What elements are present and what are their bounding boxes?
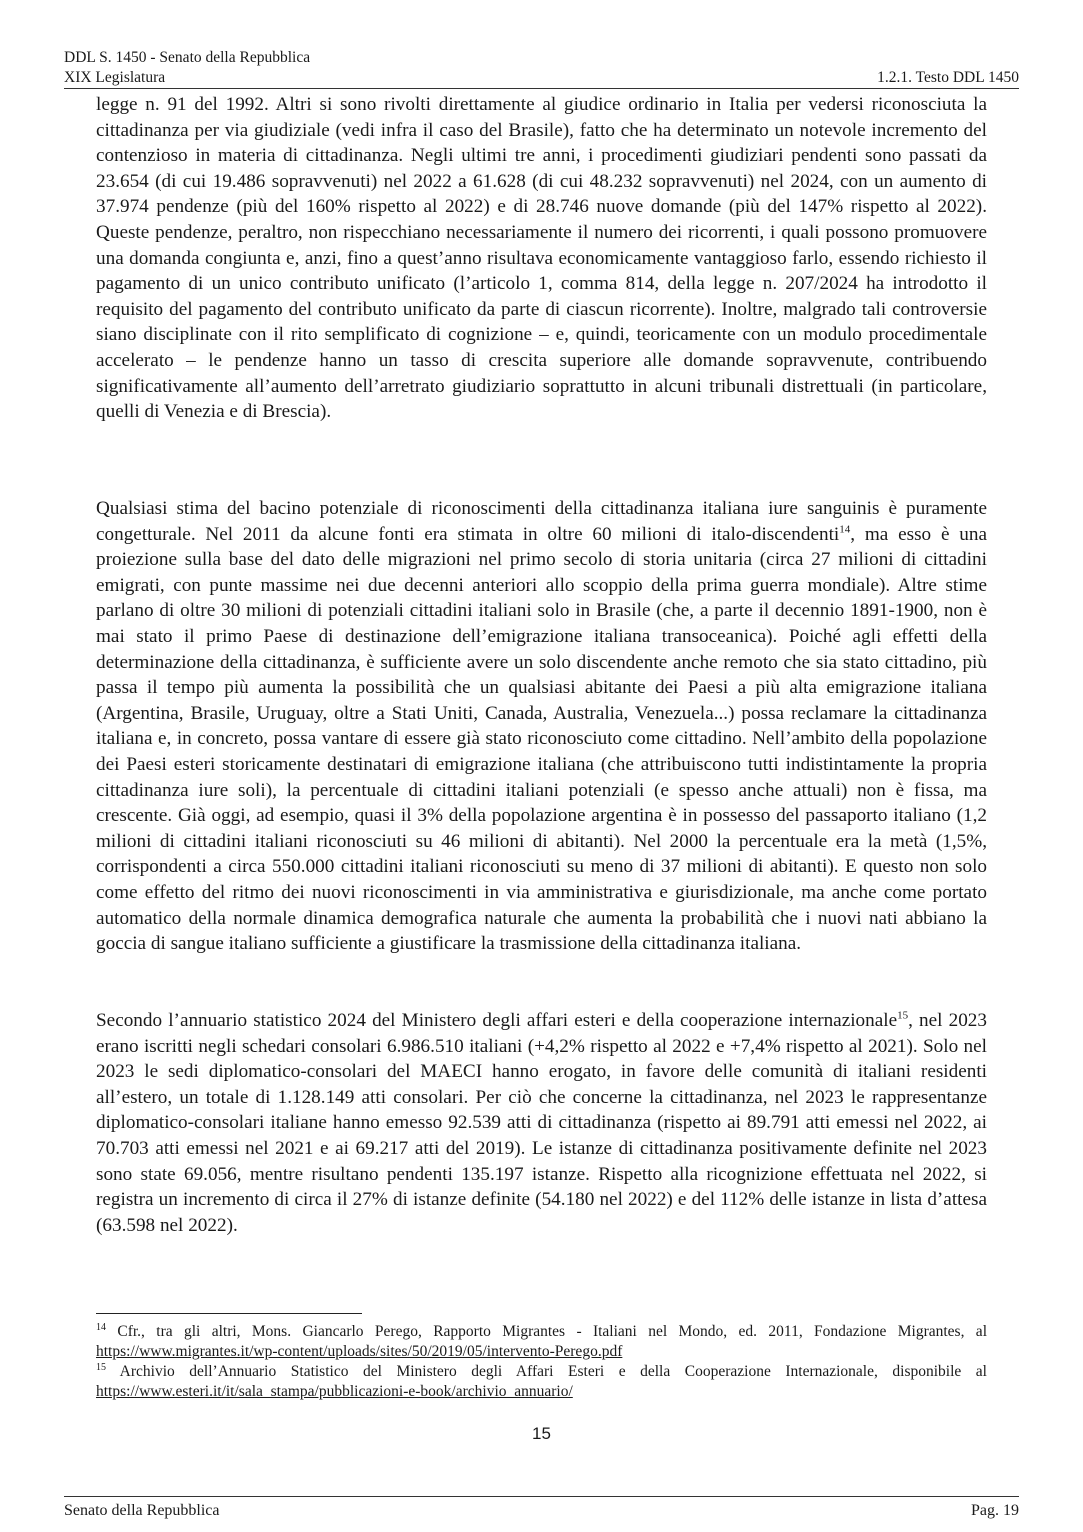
header-legislature: XIX Legislatura <box>64 69 166 86</box>
footnotes <box>96 1322 987 1402</box>
header-title <box>64 48 1019 67</box>
header-doc-title: DDL S. 1450 - Senato della Repubblica <box>64 49 311 66</box>
paragraph-2 <box>96 496 987 957</box>
footnote-14-number: 14 <box>96 1321 106 1333</box>
footer <box>64 1496 1019 1520</box>
header-section: 1.2.1. Testo DDL 1450 <box>877 69 1019 86</box>
paragraph-3-text-b: , nel 2023 erano iscritti negli schedari consolari 6.986.510 italiani (+4,2% rispetto al 2022 e +7,4% rispetto al 2021). Solo nel 2023 le sedi diplomatico-consolari del MAECI hanno erogato, in favore delle comunità di italiani residenti all’estero, un totale di 1.128.149 atti consolari. Per ciò che concerne la cittadinanza, nel 2023 le rappresentanze diplomatico-consolari italiane hanno emesso 92.539 atti di cittadinanza (rispetto ai 89.791 atti emessi nel 2022, ai 70.703 atti emessi nel 2021 e ai 69.217 atti del 2019). Le istanze di cittadinanza positivamente definite nel 2023 sono state 69.056, mentre risultano pendenti 135.197 istanze. Rispetto alla ricognizione effettuata nel 2022, si registra un incremento di circa il 27% di istanze definite (54.180 nel 2022) e del 112% delle istanze in lista d’attesa (63.598 nel 2022). <box>96 1010 987 1236</box>
paragraph-1-text: legge n. 91 del 1992. Altri si sono rivolti direttamente al giudice ordinario in Italia per vedersi riconosciuta la cittadinanza per via giudiziale (vedi infra il caso del Brasile), fatto che ha determinato un notevole incremento del contenzioso in materia di cittadinanza. Negli ultimi tre anni, i procedimenti giudiziari pendenti sono passati da 23.654 (di cui 19.486 sopravvenuti) nel 2022 a 61.628 (di cui 48.232 sopravvenuti) nel 2024, con un aumento di 37.974 pendenze (più del 160% rispetto al 2022) e di 28.746 nuove domande (più del 147% rispetto al 2022). Queste pendenze, peraltro, non rispecchiano necessariamente il numero dei ricorrenti, i quali possono promuovere una domanda congiunta e, anzi, fino a quest’anno risultava economicamente vantaggioso farlo, essendo richiesto il pagamento di un unico contributo unificato (l’articolo 1, comma 814, della legge n. 207/2024 ha introdotto il requisito del pagamento del contributo unificato da parte di ciascun ricorrente). Inoltre, malgrado tali controversie siano disciplinate con il rito semplificato di cognizione – e, quindi, teoricamente con un modulo procedimentale accelerato – le pendenze hanno un tasso di crescita superiore alle domande sopravvenute, contribuendo significativamente all’aumento dell’arretrato giudiziario soprattutto in alcuni tribunali distrettuali (in particolare, quelli di Venezia e di Brescia). <box>96 94 987 423</box>
paragraph-2-text-a: Qualsiasi stima del bacino potenziale di riconoscimenti della cittadinanza italiana iure sanguinis è puramente congetturale. Nel 2011 da alcune fonti era stimata in oltre 60 milioni di italo-discendenti <box>96 498 987 545</box>
footnote-14-text: Cfr., tra gli altri, Mons. Giancarlo Perego, Rapporto Migrantes - Italiani nel Mondo, ed. 2011, Fondazione Migrantes, al <box>106 1323 987 1340</box>
footnote-ref-14[interactable]: 14 <box>839 523 851 536</box>
footer-institution: Senato della Repubblica <box>64 1502 220 1519</box>
footnote-ref-15[interactable]: 15 <box>897 1009 909 1022</box>
footnote-14-link[interactable]: https://www.migrantes.it/wp-content/uploads/sites/50/2019/05/intervento-Perego.pdf <box>96 1343 623 1360</box>
paragraph-3 <box>96 1008 987 1238</box>
footnote-14 <box>96 1322 987 1362</box>
page-number: 15 <box>532 1424 551 1443</box>
footnote-15-link[interactable]: https://www.esteri.it/it/sala_stampa/pubblicazioni-e-book/archivio_annuario/ <box>96 1383 573 1400</box>
paragraph-3-text-a: Secondo l’annuario statistico 2024 del Ministero degli affari esteri e della cooperazione internazionale <box>96 1010 898 1031</box>
paragraph-1 <box>96 92 987 425</box>
header-subline <box>64 68 1019 89</box>
footnote-15-number: 15 <box>96 1361 106 1373</box>
footnote-15 <box>96 1362 987 1402</box>
footnote-divider <box>96 1313 362 1314</box>
footer-page: Pag. 19 <box>971 1502 1019 1519</box>
paragraph-2-text-b: , ma esso è una proiezione sulla base del dato delle migrazioni nel primo secolo di storia unitaria (circa 27 milioni di cittadini emigrati, con punte massime nei due decenni anteriori allo scoppio della prima guerra mondiale). Altre stime parlano di oltre 30 milioni di potenziali cittadini italiani solo in Brasile (che, a parte il decennio 1891-1900, non è mai stato il primo Paese di destinazione dell’emigrazione italiana transoceanica). Poiché agli effetti della determinazione della cittadinanza, è sufficiente avere un solo discendente anche remoto che sia stato cittadino, più passa il tempo più aumenta la possibilità che un qualsiasi abitante dei Paesi a più alta emigrazione italiana (Argentina, Brasile, Uruguay, oltre a Stati Uniti, Canada, Australia, Venezuela...) possa reclamare la cittadinanza italiana e, in concreto, possa vantare di essere già stato riconosciuto come cittadino. Nell’ambito della popolazione dei Paesi esteri storicamente destinatari di emigrazione italiana (che attribuiscono tutti indistintamente la propria cittadinanza iure soli), la percentuale di cittadini italiani potenziali (e spesso anche attuali) non è fissa, ma crescente. Già oggi, ad esempio, quasi il 3% della popolazione argentina è in possesso del passaporto italiano (1,2 milioni di cittadini italiani riconosciuti su 46 milioni di abitanti). Nel 2000 la percentuale era la metà (1,5%, corrispondenti a circa 550.000 cittadini italiani riconosciuti su meno di 37 milioni di abitanti). E questo non solo come effetto del ritmo dei nuovi riconoscimenti in via amministrativa e giurisdizionale, ma anche come portato automatico della normale dinamica demografica naturale che aumenta la probabilità che i nuovi nati abbiano la goccia di sangue italiano sufficiente a giustificare la trasmissione della cittadinanza italiana. <box>96 523 987 955</box>
footnote-15-text: Archivio dell’Annuario Statistico del Ministero degli Affari Esteri e della Cooperazione Internazionale, disponibile al <box>106 1363 987 1380</box>
